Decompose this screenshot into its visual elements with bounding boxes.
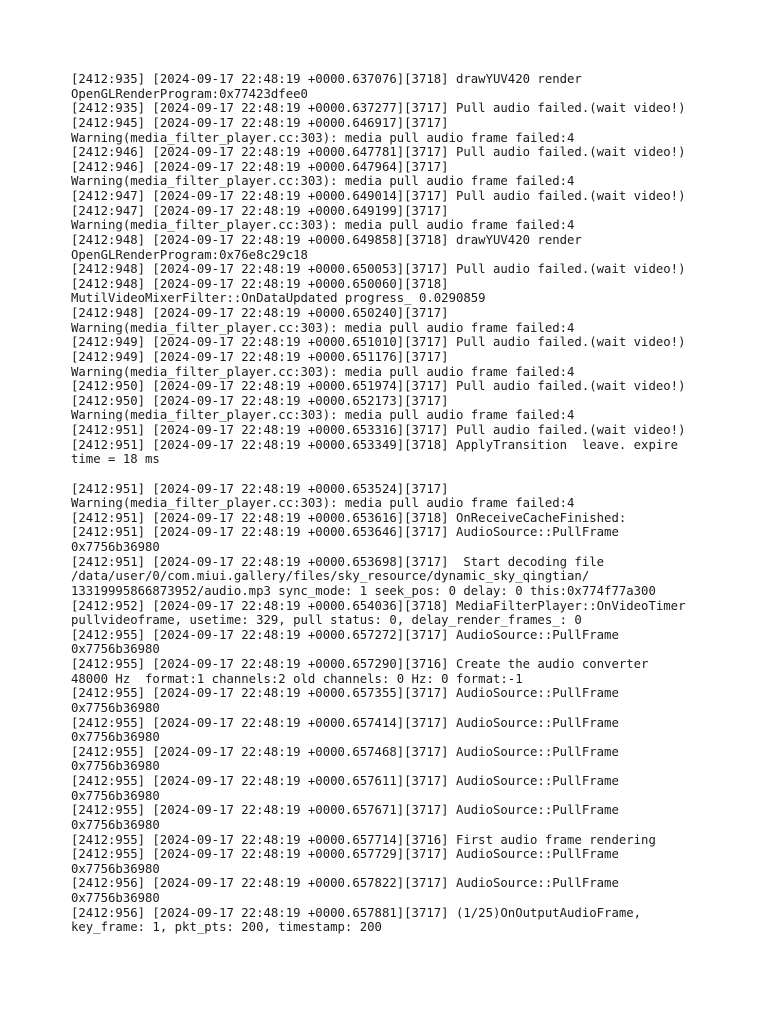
log-line: 13319995866873952/audio.mp3 sync_mode: 1 seek_pos: 0 delay: 0 this:0x774f77a300 (71, 583, 656, 598)
log-line: 0x7756b36980 (71, 817, 160, 832)
log-line: Warning(media_filter_player.cc:303): media pull audio frame failed:4 (71, 130, 575, 145)
log-line: 0x7756b36980 (71, 788, 160, 803)
log-line: key_frame: 1, pkt_pts: 200, timestamp: 200 (71, 920, 382, 935)
log-line: [2412:951] [2024-09-17 22:48:19 +0000.653349][3718] ApplyTransition leave. expire (71, 437, 679, 452)
log-line: [2412:946] [2024-09-17 22:48:19 +0000.647781][3717] Pull audio failed.(wait video!) (71, 145, 686, 160)
log-line: [2412:945] [2024-09-17 22:48:19 +0000.646917][3717] (71, 115, 449, 130)
log-line: [2412:952] [2024-09-17 22:48:19 +0000.654036][3718] MediaFilterPlayer::OnVideoTimer (71, 598, 686, 613)
log-line: [2412:949] [2024-09-17 22:48:19 +0000.651010][3717] Pull audio failed.(wait video!) (71, 335, 686, 350)
log-line: time = 18 ms (71, 452, 160, 467)
log-line: 0x7756b36980 (71, 540, 160, 554)
log-line: [2412:956] [2024-09-17 22:48:19 +0000.657881][3717] (1/25)OnOutputAudioFrame, (71, 905, 642, 920)
log-line: [2412:951] [2024-09-17 22:48:19 +0000.653616][3718] OnReceiveCacheFinished: (71, 510, 627, 525)
log-line: Warning(media_filter_player.cc:303): media pull audio frame failed:4 (71, 320, 575, 335)
log-line: [2412:947] [2024-09-17 22:48:19 +0000.649199][3717] (71, 203, 449, 218)
log-line: [2412:955] [2024-09-17 22:48:19 +0000.657714][3716] First audio frame rendering (71, 832, 656, 847)
log-line: [2412:955] [2024-09-17 22:48:19 +0000.657414][3717] AudioSource::PullFrame (71, 715, 619, 730)
log-line: Warning(media_filter_player.cc:303): media pull audio frame failed:4 (71, 364, 575, 379)
log-line: [2412:955] [2024-09-17 22:48:19 +0000.657611][3717] AudioSource::PullFrame (71, 774, 619, 788)
log-line: pullvideoframe, usetime: 329, pull status: 0, delay_render_frames_: 0 (71, 613, 582, 628)
log-line: [2412:951] [2024-09-17 22:48:19 +0000.653698][3717] Start decoding file (71, 554, 605, 569)
log-line: OpenGLRenderProgram:0x76e8c29c18 (71, 247, 308, 262)
log-line: Warning(media_filter_player.cc:303): media pull audio frame failed:4 (71, 218, 575, 233)
log-line: [2412:955] [2024-09-17 22:48:19 +0000.657290][3716] Create the audio converter (71, 657, 649, 671)
log-line: OpenGLRenderProgram:0x77423dfee0 (71, 86, 308, 101)
log-line: [2412:948] [2024-09-17 22:48:19 +0000.650053][3717] Pull audio failed.(wait video!) (71, 262, 686, 277)
log-line: 48000 Hz format:1 channels:2 old channels: 0 Hz: 0 format:-1 (71, 671, 523, 686)
log-line: [2412:955] [2024-09-17 22:48:19 +0000.657272][3717] AudioSource::PullFrame (71, 627, 619, 642)
log-line: [2412:951] [2024-09-17 22:48:19 +0000.653646][3717] AudioSource::PullFrame (71, 525, 619, 540)
log-line: [2412:935] [2024-09-17 22:48:19 +0000.637277][3717] Pull audio failed.(wait video!) (71, 101, 686, 116)
log-line: MutilVideoMixerFilter::OnDataUpdated progress_ 0.0290859 (71, 291, 486, 306)
log-line: 0x7756b36980 (71, 700, 160, 715)
log-line: [2412:955] [2024-09-17 22:48:19 +0000.657355][3717] AudioSource::PullFrame (71, 686, 619, 701)
log-line: Warning(media_filter_player.cc:303): media pull audio frame failed:4 (71, 408, 575, 423)
log-line: [2412:955] [2024-09-17 22:48:19 +0000.657468][3717] AudioSource::PullFrame (71, 744, 619, 759)
log-line: [2412:948] [2024-09-17 22:48:19 +0000.649858][3718] drawYUV420 render (71, 232, 582, 247)
log-text-block (71, 72, 731, 935)
log-line: [2412:947] [2024-09-17 22:48:19 +0000.649014][3717] Pull audio failed.(wait video!) (71, 189, 686, 203)
log-line: [2412:948] [2024-09-17 22:48:19 +0000.650060][3718] (71, 276, 449, 291)
log-line: Warning(media_filter_player.cc:303): media pull audio frame failed:4 (71, 174, 575, 189)
log-line: 0x7756b36980 (71, 759, 160, 774)
log-line: 0x7756b36980 (71, 891, 160, 905)
log-line: [2412:946] [2024-09-17 22:48:19 +0000.647964][3717] (71, 159, 449, 174)
log-line: 0x7756b36980 (71, 861, 160, 876)
log-line: [2412:956] [2024-09-17 22:48:19 +0000.657822][3717] AudioSource::PullFrame (71, 876, 619, 891)
log-line: [2412:955] [2024-09-17 22:48:19 +0000.657671][3717] AudioSource::PullFrame (71, 803, 619, 818)
log-line: [2412:951] [2024-09-17 22:48:19 +0000.653316][3717] Pull audio failed.(wait video!) (71, 423, 686, 437)
log-line (71, 467, 731, 482)
log-line: /data/user/0/com.miui.gallery/files/sky_resource/dynamic_sky_qingtian/ (71, 569, 590, 584)
log-line: [2412:949] [2024-09-17 22:48:19 +0000.651176][3717] (71, 349, 449, 364)
log-line: 0x7756b36980 (71, 642, 160, 657)
log-line: [2412:955] [2024-09-17 22:48:19 +0000.657729][3717] AudioSource::PullFrame (71, 847, 619, 862)
log-line: [2412:951] [2024-09-17 22:48:19 +0000.653524][3717] (71, 481, 449, 496)
log-line: [2412:935] [2024-09-17 22:48:19 +0000.637076][3718] drawYUV420 render (71, 72, 582, 86)
log-line: 0x7756b36980 (71, 730, 160, 745)
log-line: [2412:948] [2024-09-17 22:48:19 +0000.650240][3717] (71, 306, 449, 320)
log-line: [2412:950] [2024-09-17 22:48:19 +0000.651974][3717] Pull audio failed.(wait video!) (71, 379, 686, 394)
log-line: [2412:950] [2024-09-17 22:48:19 +0000.652173][3717] (71, 393, 449, 408)
log-line: Warning(media_filter_player.cc:303): media pull audio frame failed:4 (71, 496, 575, 511)
